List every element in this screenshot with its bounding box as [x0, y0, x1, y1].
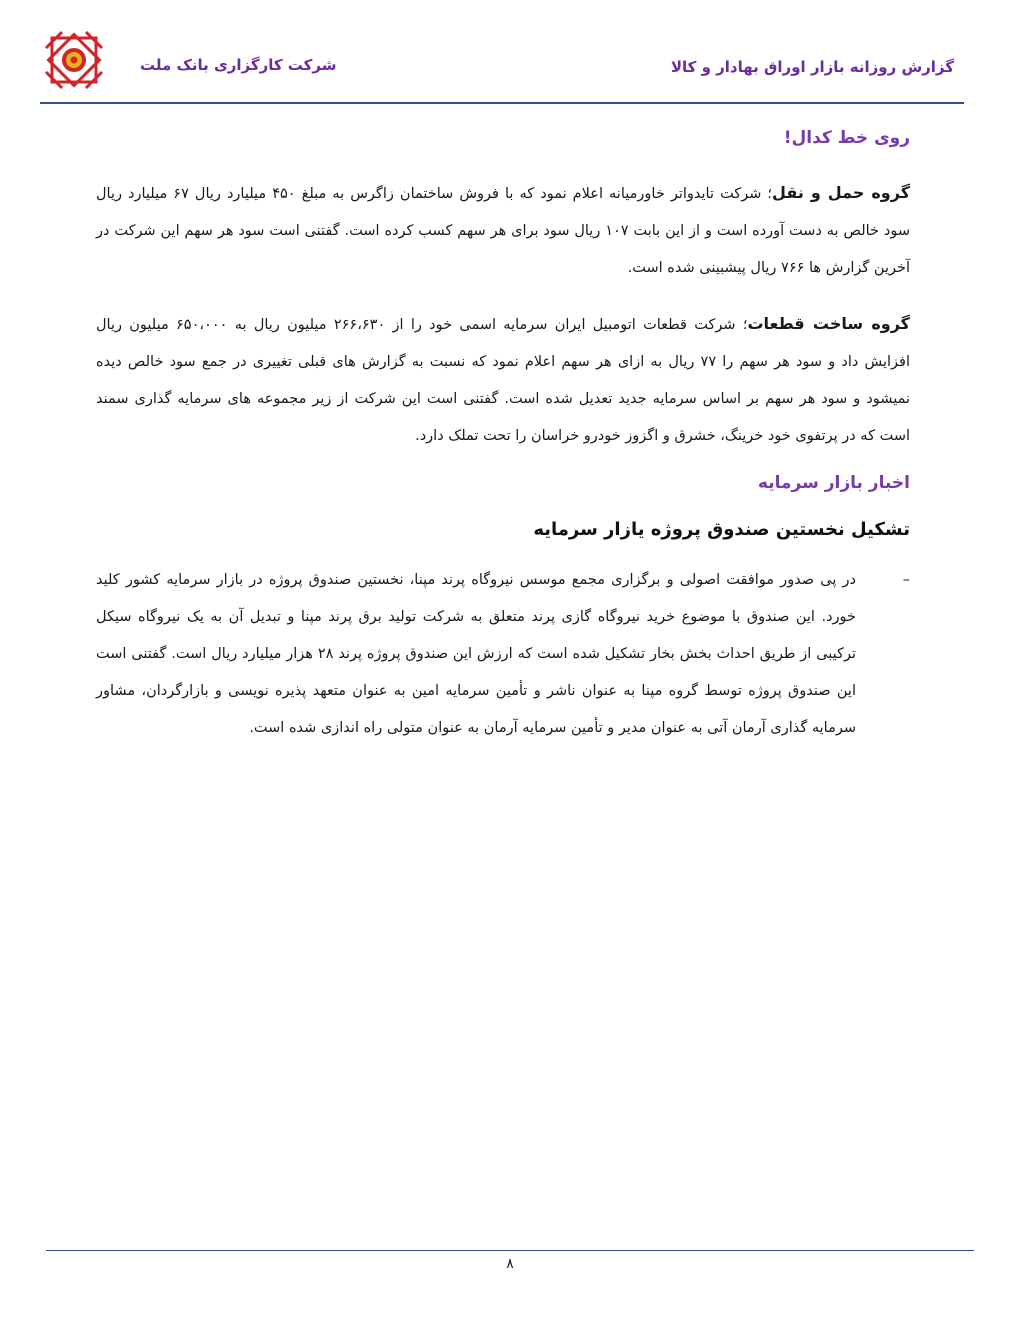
codal-item-text: ؛ شرکت قطعات اتومبیل ایران سرمایه اسمی خود را از ۲۶۶،۶۳۰ میلیون ریال به ۶۵۰،۰۰۰ میلیون ریال افزایش داد و سود هر سهم را ۷۷ ریال به ازای هر سهم اعلام نمود که نسبت به گزارش های قبلی تغییری در جمع سود خالص دیده نمیشود و سود هر سهم بر اساس سرمایه جدید تعدیل شده است. گفتنی است این شرکت از زیر مجموعه های سرمایه گذاری سمند است که در پرتفوی خود خرینگ، خشرق و اگزوز خودرو خراسان را تحت تملک دارد. [96, 317, 910, 444]
news-title: تشکیل نخستین صندوق پروژه یازار سرمایه [533, 519, 910, 540]
footer-divider [46, 1250, 974, 1251]
codal-item-transport [96, 174, 910, 287]
codal-item-parts [96, 305, 910, 455]
bullet-dash-icon: – [902, 572, 910, 588]
page-body [96, 118, 910, 747]
codal-item-group: گروه حمل و نقل [772, 183, 911, 202]
header-divider [40, 102, 964, 104]
company-name: شرکت کارگزاری بانک ملت [140, 56, 337, 74]
codal-item-group: گروه ساخت قطعات [747, 314, 910, 333]
page-header [40, 28, 964, 104]
news-bullet-text: در پی صدور موافقت اصولی و برگزاری مجمع موسس نیروگاه پرند مپنا، نخستین صندوق پروژه در بازار سرمایه کشور کلید خورد. این صندوق با موضوع خرید نیروگاه گازی پرند متعلق به شرکت تولید برق پرند مپنا و تبدیل آن به یک نیروگاه سیکل ترکیبی از طریق احداث بخش بخار تشکیل شده است که ارزش این صندوق پروژه پرند ۲۸ هزار میلیارد ریال است. گفتنی است این صندوق پروژه توسط گروه مپنا به عنوان ناشر و تأمین سرمایه امین به عنوان متعهد پذیره نویسی و بازارگردان، مشاور سرمایه گذاری آرمان آتی به عنوان مدیر و تأمین سرمایه آرمان به عنوان متولی راه اندازی شده است. [96, 572, 856, 736]
report-title: گزارش روزانه بازار اوراق بهادار و کالا [670, 58, 954, 76]
capital-market-heading: اخبار بازار سرمایه [757, 473, 910, 493]
news-bullet-item [96, 562, 910, 747]
bank-mellat-logo-icon [42, 28, 106, 92]
page-number: ۸ [506, 1256, 514, 1272]
codal-item-text: ؛ شرکت تایدواتر خاورمیانه اعلام نمود که با فروش ساختمان زاگرس به مبلغ ۴۵۰ میلیارد ریال ۶۷ میلیارد ریال سود خالص به دست آورده است و از این بابت ۱۰۷ ریال سود برای هر سهم کسب کرده است. گفتنی است سود هر سهم این شرکت در آخرین گزارش ها ۷۶۶ ریال پیشبینی شده است. [96, 186, 910, 276]
codal-section-heading: روی خط کدال! [783, 128, 910, 148]
